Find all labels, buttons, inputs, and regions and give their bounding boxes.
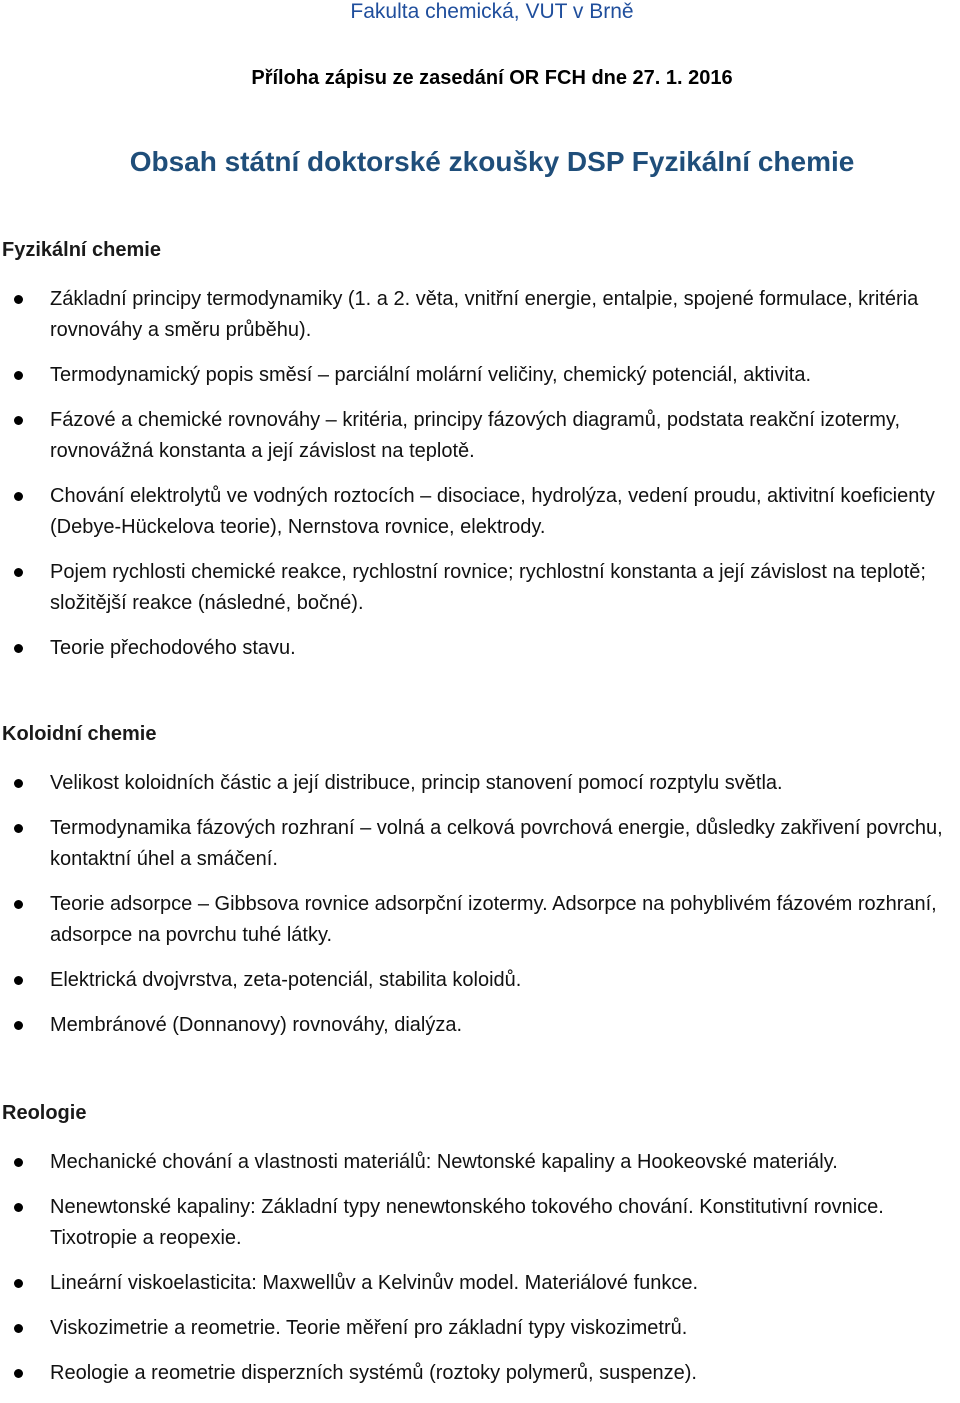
bullet-icon — [14, 371, 23, 380]
list-item-text: Teorie přechodového stavu. — [50, 637, 296, 659]
list-item-text: Viskozimetrie a reometrie. Teorie měření pro základní typy viskozimetrů. — [50, 1317, 688, 1339]
section-list-fyzikalni-chemie — [0, 284, 960, 678]
section-heading-fyzikalni-chemie: Fyzikální chemie — [2, 239, 161, 261]
list-item-text: Teorie adsorpce – Gibbsova rovnice adsorpční izotermy. Adsorpce na pohyblivém fázovém rozhraní, adsorpce na povrchu tuhé látky. — [50, 893, 937, 946]
section-heading-koloidni-chemie: Koloidní chemie — [2, 723, 157, 745]
bullet-icon — [14, 295, 23, 304]
section-heading-reologie: Reologie — [2, 1102, 87, 1124]
list-item — [0, 965, 960, 996]
list-item-text: Termodynamika fázových rozhraní – volná a celková povrchová energie, důsledky zakřivení povrchu, kontaktní úhel a smáčení. — [50, 817, 943, 870]
bullet-icon — [14, 644, 23, 653]
list-item — [0, 813, 960, 875]
list-item-text: Termodynamický popis směsí – parciální molární veličiny, chemický potenciál, aktivita. — [50, 364, 812, 386]
list-item-text: Fázové a chemické rovnováhy – kritéria, principy fázových diagramů, podstata reakční izotermy, rovnovážná konstanta a její závislost na teplotě. — [50, 409, 900, 462]
list-item-text: Velikost koloidních částic a její distribuce, princip stanovení pomocí rozptylu světla. — [50, 772, 783, 794]
bullet-icon — [14, 1279, 23, 1288]
list-item — [0, 768, 960, 799]
list-item — [0, 360, 960, 391]
bullet-icon — [14, 824, 23, 833]
section-list-koloidni-chemie — [0, 768, 960, 1055]
bullet-icon — [14, 492, 23, 501]
attachment-line: Příloha zápisu ze zasedání OR FCH dne 27. 1. 2016 — [251, 67, 733, 89]
list-item — [0, 1358, 960, 1389]
list-item — [0, 1313, 960, 1344]
list-item — [0, 1010, 960, 1041]
bullet-icon — [14, 416, 23, 425]
list-item-text: Reologie a reometrie disperzních systémů (roztoky polymerů, suspenze). — [50, 1362, 697, 1384]
list-item-text: Lineární viskoelasticita: Maxwellův a Kelvinův model. Materiálové funkce. — [50, 1272, 699, 1294]
list-item-text: Pojem rychlosti chemické reakce, rychlostní rovnice; rychlostní konstanta a její závislost na teplotě; složitější reakce (následné, bočné). — [50, 561, 926, 614]
bullet-icon — [14, 1369, 23, 1378]
section-list-reologie — [0, 1147, 960, 1403]
list-item — [0, 557, 960, 619]
page-title: Obsah státní doktorské zkoušky DSP Fyzikální chemie — [129, 146, 855, 177]
institution-header: Fakulta chemická, VUT v Brně — [350, 0, 634, 23]
list-item-text: Nenewtonské kapaliny: Základní typy nenewtonského tokového chování. Konstitutivní rovnice. Tixotropie a reopexie. — [50, 1196, 884, 1249]
bullet-icon — [14, 1203, 23, 1212]
list-item-text: Elektrická dvojvrstva, zeta-potenciál, stabilita koloidů. — [50, 969, 522, 991]
list-item — [0, 633, 960, 664]
bullet-icon — [14, 568, 23, 577]
bullet-icon — [14, 1158, 23, 1167]
list-item — [0, 1268, 960, 1299]
list-item-text: Mechanické chování a vlastnosti materiálů: Newtonské kapaliny a Hookeovské materiály. — [50, 1151, 838, 1173]
bullet-icon — [14, 900, 23, 909]
list-item-text: Membránové (Donnanovy) rovnováhy, dialýza. — [50, 1014, 463, 1036]
list-item-text: Základní principy termodynamiky (1. a 2. věta, vnitřní energie, entalpie, spojené formulace, kritéria rovnováhy a směru průběhu). — [50, 288, 919, 341]
bullet-icon — [14, 1324, 23, 1333]
list-item-text: Chování elektrolytů ve vodných roztocích – disociace, hydrolýza, vedení proudu, aktivitní koeficienty (Debye-Hückelova teorie), Nernstova rovnice, elektrody. — [50, 485, 935, 538]
bullet-icon — [14, 1021, 23, 1030]
bullet-icon — [14, 779, 23, 788]
list-item — [0, 481, 960, 543]
list-item — [0, 889, 960, 951]
bullet-icon — [14, 976, 23, 985]
list-item — [0, 1192, 960, 1254]
list-item — [0, 1147, 960, 1178]
list-item — [0, 284, 960, 346]
list-item — [0, 405, 960, 467]
